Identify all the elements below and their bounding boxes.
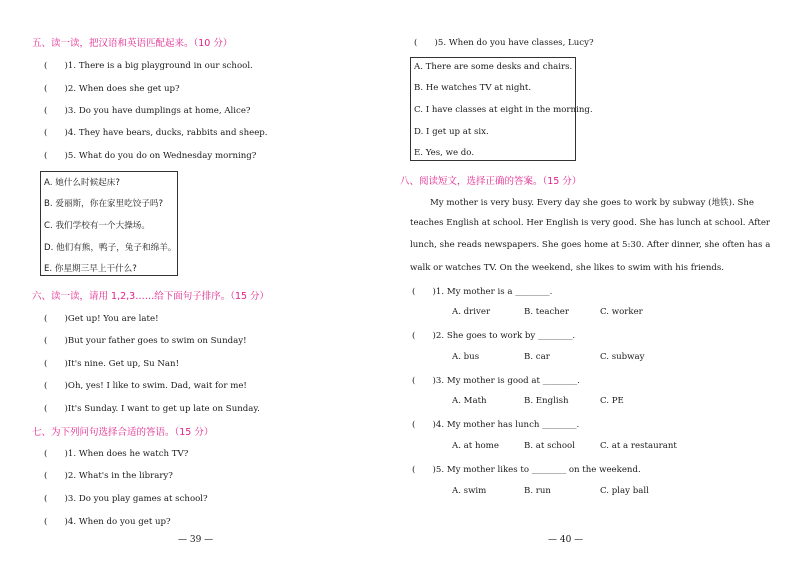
sec7-options-box [410,57,593,161]
sec5-item-2: ( )2. When does she get up? [44,84,180,94]
q3-option-c: C. PE [600,396,624,406]
sec7-option-c: C. I have classes at eight in the morning. [414,105,593,115]
sec7-item-2: ( )2. What's in the library? [44,471,173,481]
sec6-item-2: ( )But your father goes to swim on Sunday! [44,336,247,346]
sec5-options-box [40,171,178,276]
sec7-option-b: B. He watches TV at night. [414,83,532,93]
sec7-item-1: ( )1. When does he watch TV? [44,449,189,459]
sec7-option-a: A. There are some desks and chairs. [414,62,573,72]
q5-option-c: C. play ball [600,486,649,496]
q4-option-c: C. at a restaurant [600,441,677,451]
sec6-item-4: ( )Oh, yes! I like to swim. Dad, wait for me! [44,381,247,391]
sec8-question-4: ( )4. My mother has lunch ________. [412,420,580,430]
sec5-option-e: E. 你星期三早上干什么? [44,264,137,274]
sec5-option-a: A. 她什么时候起床? [44,178,120,188]
q3-option-b: B. English [524,396,569,406]
sec6-item-3: ( )It's nine. Get up, Su Nan! [44,359,180,369]
page-number-left: — 39 — [178,535,214,545]
sec6-item-1: ( )Get up! You are late! [44,314,159,324]
q1-option-c: C. worker [600,307,643,317]
passage-line-1: My mother is very busy. Every day she goes to work by subway (地铁). She [430,198,754,208]
q2-option-c: C. subway [600,352,645,362]
sec7-option-e: E. Yes, we do. [414,148,475,158]
section-5-title: 五、读一读，把汉语和英语匹配起来。（10 分） [32,38,233,49]
q1-option-b: B. teacher [524,307,569,317]
page-number-right: — 40 — [548,535,584,545]
sec5-item-1: ( )1. There is a big playground in our school. [44,61,253,71]
sec5-option-c: C. 我们学校有一个大操场。 [44,221,150,231]
sec7-item-4: ( )4. When do you get up? [44,517,171,527]
section-6-title: 六、读一读，请用 1,2,3……给下面句子排序。（15 分） [32,291,270,302]
q4-option-b: B. at school [524,441,575,451]
right-page [400,0,800,564]
q5-option-a: A. swim [452,486,487,496]
sec7-item-5: ( )5. When do you have classes, Lucy? [414,38,594,48]
sec8-question-5: ( )5. My mother likes to ________ on the weekend. [412,465,641,475]
sec7-item-3: ( )3. Do you play games at school? [44,494,208,504]
passage-line-4: walk or watches TV. On the weekend, she likes to swim with his friends. [410,263,725,273]
q2-option-b: B. car [524,352,550,362]
q4-option-a: A. at home [452,441,499,451]
sec7-option-d: D. I get up at six. [414,127,489,137]
sec8-question-3: ( )3. My mother is good at ________. [412,376,580,386]
sec8-question-1: ( )1. My mother is a ________. [412,287,553,297]
sec6-item-5: ( )It's Sunday. I want to get up late on Sunday. [44,404,260,414]
sec5-item-3: ( )3. Do you have dumplings at home, Alice? [44,106,251,116]
section-8-title: 八、阅读短文，选择正确的答案。（15 分） [400,176,582,187]
sec5-option-d: D. 他们有熊，鸭子，兔子和绵羊。 [44,243,177,253]
passage-line-3: lunch, she reads newspapers. She goes home at 5:30. After dinner, she often has a [410,240,771,250]
q5-option-b: B. run [524,486,551,496]
q2-option-a: A. bus [452,352,480,362]
sec5-option-b: B. 爱丽斯，你在家里吃饺子吗? [44,199,164,209]
section-7-title: 七、为下列问句选择合适的答语。（15 分） [32,427,214,438]
sec5-item-4: ( )4. They have bears, ducks, rabbits and sheep. [44,128,268,138]
q1-option-a: A. driver [452,307,491,317]
q3-option-a: A. Math [452,396,487,406]
sec5-item-5: ( )5. What do you do on Wednesday morning? [44,151,257,161]
sec8-question-2: ( )2. She goes to work by ________. [412,331,576,341]
passage-line-2: teaches English at school. Her English is very good. She has lunch at school. After [410,218,771,228]
